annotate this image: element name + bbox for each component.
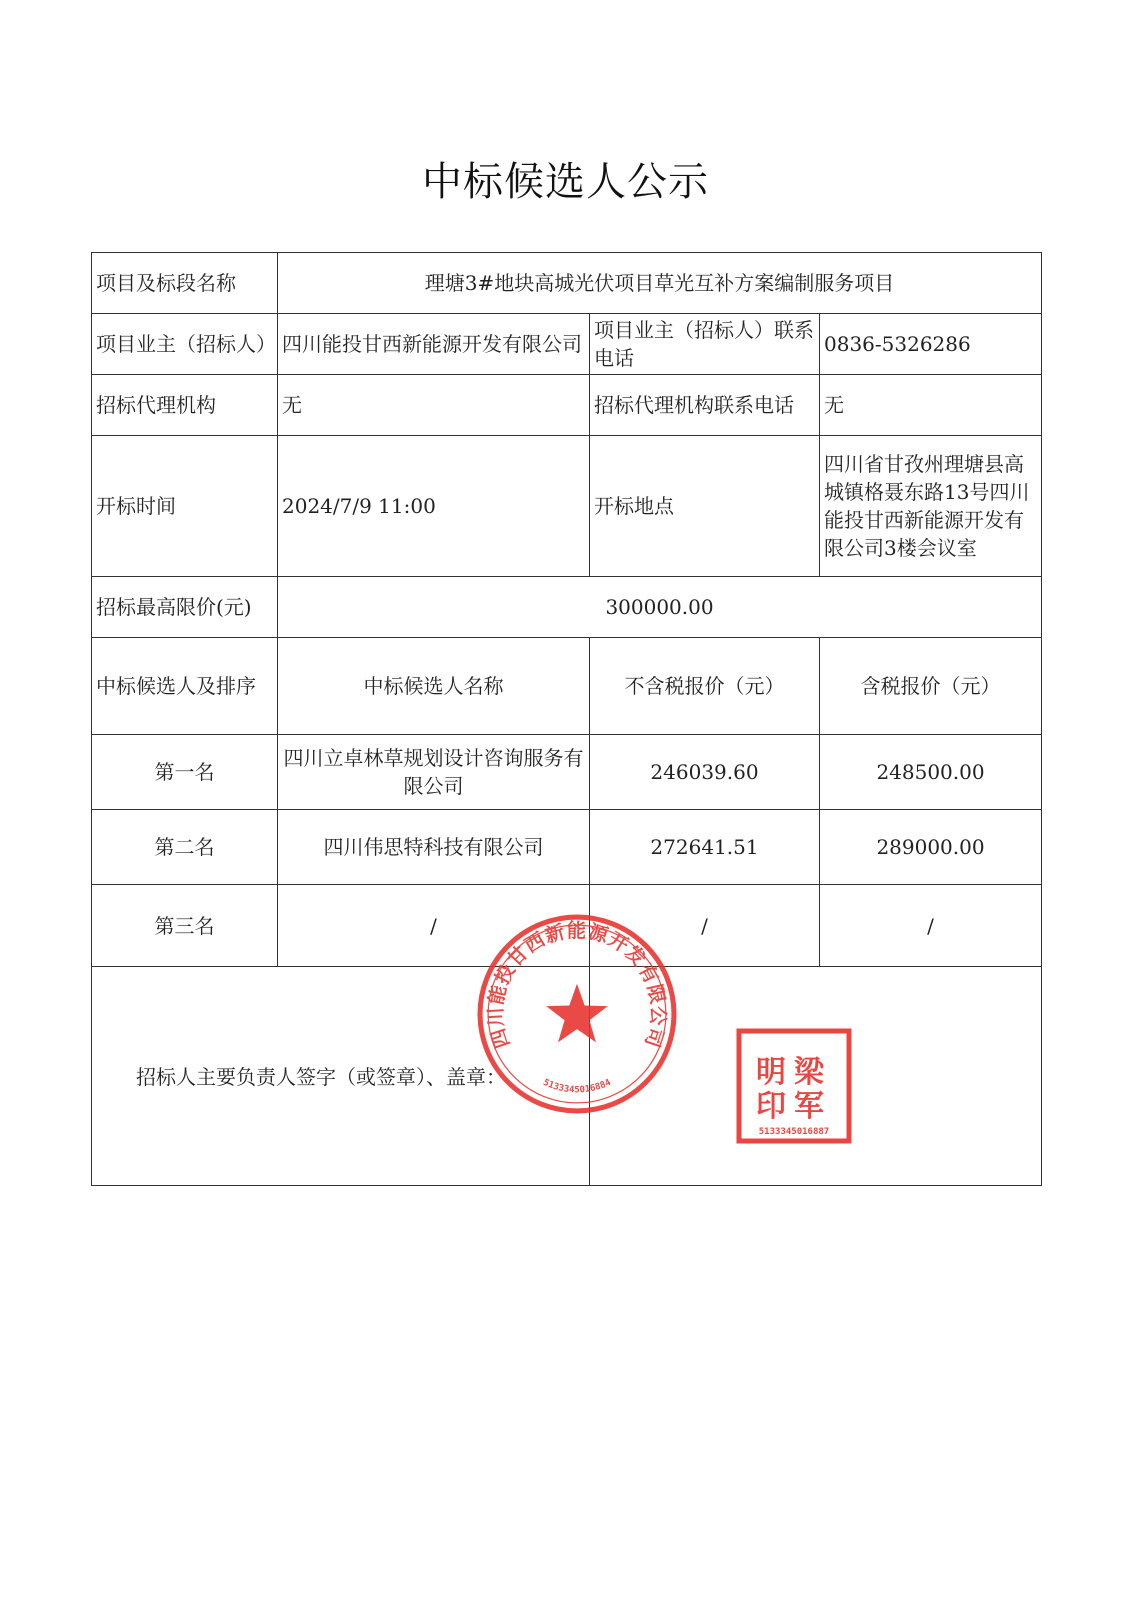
open-time-label: 开标时间: [92, 436, 278, 577]
candidate-rank: 第二名: [92, 810, 278, 885]
owner-phone-value: 0836-5326286: [820, 314, 1042, 375]
candidate-rank: 第三名: [92, 885, 278, 967]
candidate-price-inc-tax: /: [820, 885, 1042, 967]
candidate-price-ex-tax: 246039.60: [590, 735, 820, 810]
svg-text:5133345016884: [541, 1078, 613, 1096]
seal-square-text-bottom: 印军: [756, 1089, 832, 1124]
header-name: 中标候选人名称: [278, 638, 590, 735]
round-seal-icon: [476, 913, 678, 1115]
agency-label: 招标代理机构: [92, 375, 278, 436]
max-price-label: 招标最高限价(元): [92, 577, 278, 638]
max-price-value: 300000.00: [278, 577, 1042, 638]
open-place-label: 开标地点: [590, 436, 820, 577]
agency-phone-value: 无: [820, 375, 1042, 436]
open-time-value: 2024/7/9 11:00: [278, 436, 590, 577]
open-place-value: 四川省甘孜州理塘县高城镇格聂东路13号四川能投甘西新能源开发有限公司3楼会议室: [820, 436, 1042, 577]
seal-square-number: 5133345016887: [758, 1127, 830, 1137]
owner-phone-label: 项目业主（招标人）联系电话: [590, 314, 820, 375]
agency-phone-label: 招标代理机构联系电话: [590, 375, 820, 436]
candidate-price-inc-tax: 248500.00: [820, 735, 1042, 810]
seal-round-number: 5133345016884: [541, 1077, 613, 1096]
candidate-price-ex-tax: 272641.51: [590, 810, 820, 885]
candidate-name: 四川立卓林草规划设计咨询服务有限公司: [278, 735, 590, 810]
owner-row: [92, 314, 1042, 375]
table-row: [92, 810, 1042, 885]
candidate-rank: 第一名: [92, 735, 278, 810]
square-seal-icon: [736, 1028, 852, 1144]
candidate-name: /: [278, 885, 590, 967]
seal-round-text: 四川能投甘西新能源开发有限公司: [483, 919, 671, 1052]
owner-label: 项目业主（招标人）: [92, 314, 278, 375]
candidate-name: 四川伟思特科技有限公司: [278, 810, 590, 885]
header-rank: 中标候选人及排序: [92, 638, 278, 735]
project-name-value: 理塘3#地块高城光伏项目草光互补方案编制服务项目: [278, 253, 1042, 314]
max-price-row: [92, 577, 1042, 638]
owner-value: 四川能投甘西新能源开发有限公司: [278, 314, 590, 375]
page-title: 中标候选人公示: [422, 159, 709, 205]
opening-row: [92, 436, 1042, 577]
candidate-price-ex-tax: /: [590, 885, 820, 967]
agency-value: 无: [278, 375, 590, 436]
project-name-label: 项目及标段名称: [92, 253, 278, 314]
header-price-ex-tax: 不含税报价（元）: [590, 638, 820, 735]
seal-square-text-top: 明梁: [756, 1055, 832, 1090]
project-name-row: [92, 253, 1042, 314]
signature-label: 招标人主要负责人签字（或签章）、盖章：: [136, 1065, 506, 1089]
header-price-inc-tax: 含税报价（元）: [820, 638, 1042, 735]
table-row: [92, 735, 1042, 810]
agency-row: [92, 375, 1042, 436]
candidates-header-row: [92, 638, 1042, 735]
candidate-price-inc-tax: 289000.00: [820, 810, 1042, 885]
